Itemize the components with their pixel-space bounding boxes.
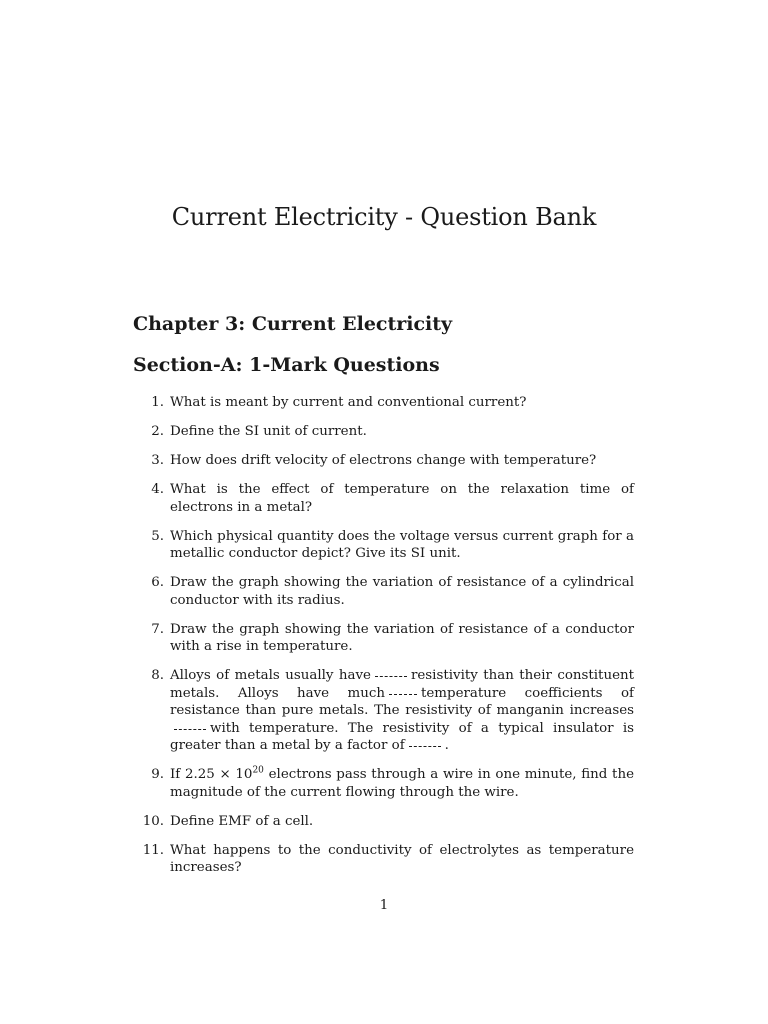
question-item: [133, 842, 634, 877]
exponent: 20: [252, 765, 264, 776]
question-number: 3.: [151, 453, 164, 468]
question-text: Which physical quantity does the voltage versus current graph for a metallic conductor depict? Give its SI unit.: [170, 528, 634, 561]
question-text-part: temperature coefficients of resistance than pure metals. The resistivity of manganin increases: [170, 685, 634, 718]
question-text-prefix: If 2.25 × 10: [170, 767, 253, 782]
question-text: Define the SI unit of current.: [170, 424, 367, 439]
question-item: [133, 813, 634, 831]
question-text: What happens to the conductivity of electrolytes as temperature increases?: [170, 842, 634, 875]
question-text: How does drift velocity of electrons change with temperature?: [170, 453, 597, 468]
question-item: [133, 394, 634, 412]
question-text-part: .: [444, 738, 449, 753]
page-number: 1: [379, 898, 389, 913]
question-item: [133, 481, 634, 516]
question-text: What is meant by current and conventional current?: [170, 395, 527, 410]
question-item: [133, 452, 634, 470]
question-item: [133, 574, 634, 609]
question-number: 2.: [151, 424, 164, 439]
question-text-suffix: electrons pass through a wire in one minute, find the magnitude of the current flowing through the wire.: [170, 767, 634, 800]
question-item: [133, 423, 634, 441]
chapter-heading: Chapter 3: Current Electricity: [133, 313, 453, 335]
document-title: Current Electricity - Question Bank: [171, 203, 597, 231]
question-item: [133, 528, 634, 563]
section-heading: Section-A: 1-Mark Questions: [133, 354, 440, 376]
fill-blank: [389, 694, 417, 695]
question-text: Draw the graph showing the variation of resistance of a conductor with a rise in temperature.: [170, 621, 634, 654]
question-item-fill-blanks: [133, 667, 634, 755]
question-number: 4.: [151, 482, 164, 497]
question-text: Define EMF of a cell.: [170, 813, 314, 829]
question-number: 11.: [142, 842, 164, 858]
question-number: 9.: [151, 767, 164, 782]
question-text-part: Alloys of metals usually have: [170, 668, 371, 683]
question-item: [133, 766, 634, 801]
question-number: 10.: [142, 813, 164, 829]
question-text: Draw the graph showing the variation of resistance of a cylindrical conductor with its radius.: [170, 575, 634, 608]
question-list: [133, 394, 634, 888]
question-number: 7.: [151, 621, 164, 637]
fill-blank: [174, 729, 206, 730]
question-number: 8.: [151, 668, 164, 683]
question-text-part: with temperature. The resistivity of a typical insulator is greater than a metal by a factor of: [170, 720, 634, 753]
question-text-part: resistivity than their constituent metals. Alloys have much: [170, 668, 634, 701]
question-number: 5.: [151, 528, 164, 544]
fill-blank: [375, 676, 407, 677]
fill-blank: [409, 746, 441, 747]
question-number: 1.: [151, 395, 164, 410]
question-item: [133, 621, 634, 656]
question-text: What is the effect of temperature on the relaxation time of electrons in a metal?: [170, 482, 634, 515]
question-number: 6.: [151, 575, 164, 590]
